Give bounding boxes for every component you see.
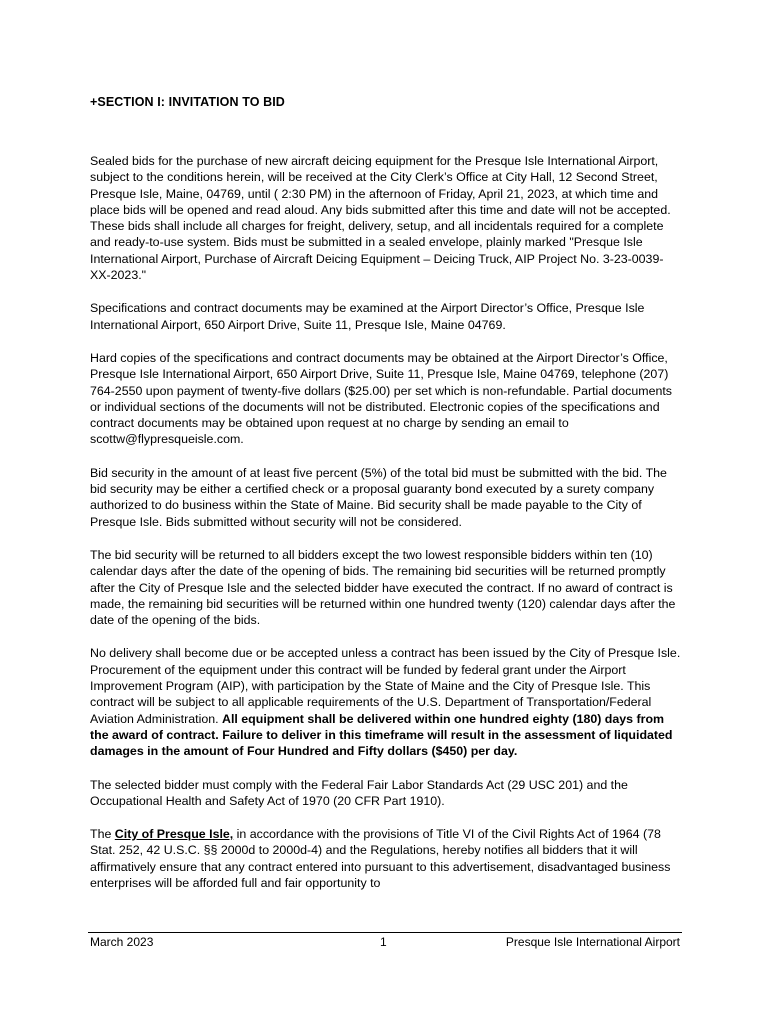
paragraph-specifications: Specifications and contract documents may be examined at the Airport Director’s Office, Presque Isle International Airport, 650 Airport Drive, Suite 11, Presque Isle, Maine 04769. xyxy=(90,301,645,332)
delivery-requirement-bold: All equipment shall be delivered within one hundred eighty (180) days from the award of contract. Failure to deliver in this timeframe will result in the assessment of liquidated damages in the amount of Four Hundred and Fifty dollars ($450) per day. xyxy=(90,711,673,759)
section-heading: +SECTION I: INVITATION TO BID xyxy=(90,95,285,109)
footer-date: March 2023 xyxy=(90,935,154,949)
paragraph-delivery xyxy=(90,645,682,759)
paragraph-hard-copies: Hard copies of the specifications and contract documents may be obtained at the Airport Director’s Office, Presque Isle International Airport, 650 Airport Drive, Suite 11, Presque Isle, Maine 04769, telephone (207) 764-2550 upon payment of twenty-five dollars ($25.00) per set which is non-refundable. Partial documents or individual sections of the documents will not be distributed. Electronic copies of the specifications and contract documents may be obtained upon request at no charge by sending an email to scottw@flypresqueisle.com. xyxy=(90,350,673,447)
paragraph-sealed-bids: Sealed bids for the purchase of new aircraft deicing equipment for the Presque Isle International Airport, subject to the conditions herein, will be received at the City Clerk’s Office at City Hall, 12 Second Street, Presque Isle, Maine, 04769, until ( 2:30 PM) in the afternoon of Friday, April 21, 2023, at which time and place bids will be opened and read aloud. Any bids submitted after this time and date will not be accepted. These bids shall include all charges for freight, delivery, setup, and all incidentals required for a complete and ready-to-use system. Bids must be submitted in a sealed envelope, plainly marked "Presque Isle International Airport, Purchase of Aircraft Deicing Equipment – Deicing Truck, AIP Project No. 3-23-0039-XX-2023." xyxy=(90,154,671,283)
city-name-underlined: City of Presque Isle, xyxy=(114,827,234,842)
paragraph-security-return: The bid security will be returned to all bidders except the two lowest responsible bidders within ten (10) calendar days after the date of the opening of bids. The remaining bid securities will be returned promptly after the City of Presque Isle and the selected bidder have executed the contract. If no award of contract is made, the remaining bid securities will be returned within one hundred twenty (120) calendar days after the date of the opening of the bids. xyxy=(90,547,676,628)
footer-divider xyxy=(88,932,682,933)
footer-page-number: 1 xyxy=(380,935,387,949)
paragraph-labor-standards: The selected bidder must comply with the Federal Fair Labor Standards Act (29 USC 201) and the Occupational Health and Safety Act of 1970 (20 CFR Part 1910). xyxy=(90,777,628,808)
civil-rights-prefix: The xyxy=(90,827,115,842)
paragraph-bid-security: Bid security in the amount of at least five percent (5%) of the total bid must be submitted with the bid. The bid security may be either a certified check or a proposal guaranty bond executed by a surety company authorized to do business within the State of Maine. Bid security shall be made payable to the City of Presque Isle. Bids submitted without security will not be considered. xyxy=(90,465,667,529)
paragraph-civil-rights xyxy=(90,826,682,891)
footer-airport-name: Presque Isle International Airport xyxy=(505,935,680,949)
document-body xyxy=(90,153,682,908)
delivery-text: No delivery shall become due or be accepted unless a contract has been issued by the City of Presque Isle. Procurement of the equipment under this contract will be funded by federal grant under the Airport Improvement Program (AIP), with participation by the State of Maine and the City of Presque Isle. This contract will be subject to all applicable requirements of the U.S. Department of Transportation/Federal Aviation Administration. xyxy=(90,646,681,726)
civil-rights-text: in accordance with the provisions of Title VI of the Civil Rights Act of 1964 (78 Stat. 252, 42 U.S.C. §§ 2000d to 2000d-4) and the Regulations, hereby notifies all bidders that it will affirmatively ensure that any contract entered into pursuant to this advertisement, disadvantaged business enterprises will be afforded full and fair opportunity to xyxy=(90,827,671,890)
